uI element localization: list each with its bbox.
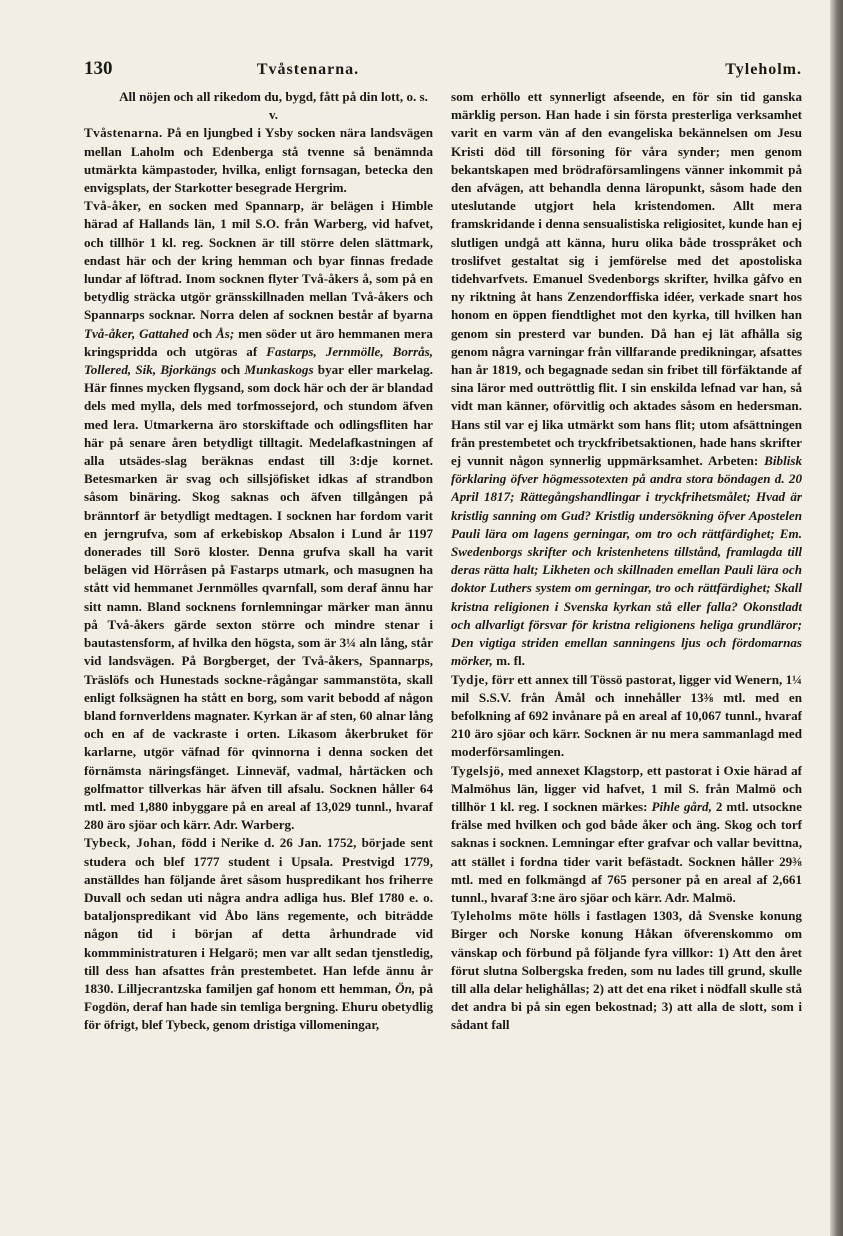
entry-text: byar eller markelag. Här finnes mycken flygsand, som dock här och der är blandad dels med mylla, dels med torfmossejord, och stundom äfven med lera. Utmarkerna äro storskiftade och odlingsfliten har här på senare åren betydligt tilltagit. Medelafkastningen af alla utsädes-slag beräknas endast till 3:dje kornet. Betesmarken är svag och sillsjöfisket idkas af strandbon såsom binäring. Skog saknas och äfven tillgången på bränntorf är betydligt medtagen. I socknen har fordom varit en jerngrufva, som af erkebiskop Absalon i Lund år 1197 donerades till Sorö kloster. Denna grufva skall ha varit belägen vid Hörråsen på Fastarps utmark, och masugnen ha stått vid hemmanet Jernmölles qvarnfall, som deraf ännu har sitt namn. Bland socknens fornlemningar märker man ännu på Två-åkers gärde sexton större och mindre stenar i bautastensform, af hvilka den högsta, som är 3¼ aln lång, står vid landsvägen. På Borgberget, der Två-åkers, Spannarps, Träslöfs och Hunestads sockne-rågångar sammanstöta, skall enligt folksägnen ha stått en borg, som varit bebodd af någon bland fornverldens magnater. Kyrkan är af sten, 60 alnar lång och en af de vackraste i orten. Likasom åkerbruket för karlarne, utgör väfnad för qvinnorna i denna socken det förnämsta näringsfänget. Linneväf, vadmal, hårtäcken och golfmattor tillverkas här äfven till afsalu. Socknen håller 64 mtl. med 1,880 inbyggare på en areal af 13,029 tunnl., hvaraf 280 äro sjöar och kärr. Adr. Warberg. bbox=[84, 362, 433, 833]
entry-headword: Tybeck, Johan, bbox=[84, 835, 177, 851]
left-column bbox=[84, 88, 433, 1208]
italic-place-names: Ön, bbox=[395, 980, 416, 996]
page-number: 130 bbox=[84, 58, 113, 79]
entry-tvastenarna bbox=[84, 124, 433, 197]
entry-tyleholms-mote bbox=[451, 907, 802, 1034]
entry-text: På en ljungbed i Ysby socken nära landsvägen mellan Laholm och Edenberga stå tvenne så benämnda utmärkta kämpastoder, hvilka, enligt fornsagan, betecka den envigsplats, der Starkotter besegrade Hergrim. bbox=[84, 125, 433, 196]
entry-text: och bbox=[192, 325, 213, 341]
italic-place-names: Munkaskogs bbox=[244, 362, 314, 378]
entry-tygelsjo bbox=[451, 762, 802, 908]
poem-continuation: All nöjen och all rikedom du, bygd, fått på din lott, o. s. v. bbox=[119, 89, 428, 123]
italic-works-list: Biblisk förklaring öfver högmessotexten på andra stora böndagen d. 20 April 1817; Rättegångshandlingar i tryckfrihetsmålet; Hvad är kristlig sanning om Gud? Kristlig undersökning öfver Apostelen Pauli lära om lagens gerningar, om tro och rättfärdighet; Em. Swedenborgs skrifter och kristenhetens tillstånd, framlagda till deras rätta halt; Likheten och skillnaden emellan Pauli lära och doktor Luthers system om gerningar, tro och rättfärdighet; Skall kristna religionen i Svenska kyrkan stå eller falla? Okonstladt och allvarligt försvar för kristna religionens heliga grundläror; Den vigtiga striden emellan sanningens ljus och fördomarnas mörker, bbox=[451, 453, 802, 669]
entry-text: som erhöllo ett synnerligt afseende, en för sin tid ganska märklig person. Han hade i sin första presterliga verksamhet varit en varm vän af den evangeliska bekännelsen om Jesu Kristi död till försoning för våra synder; men genom bekantskapen med brödraförsamlingens vänner inkommit på den afvägen, att behandla denna läropunkt, såsom hade den uteslutande utgjort hela kristendomen. Allt mera framskridande i denna sensualistiska religiositet, kunde han ej slutligen undgå att känna, huru olika både trosspråket och troslifvet gestaltat sig i jemförelse med det apostoliska tidehvarfvets. Emanuel Svedenborgs skrifter, hvilka gåfvo en ny riktning åt hans Zenzendorffiska idéer, verkade snart hos honom en öppen fiendtlighet mot den kyrka, till hvilken han genom sin presterd var bunden. Då han ej lät afhålla sig genom några varningar från villfarande predikningar, afsattes han år 1819, och begagnade sedan sin fribet till förfäktande af sina läror med outtröttlig flit. I sin enskilda lefnad var han, så vidt man känner, oförvitlig och aktades såsom en hedersman. Hans stil var ej lika utmärkt som hans flit; utom afsättningen från prestembetet och tryckfribetsaktionen, hade hans skrifter ej vunnit någon synnerlig uppmärksamhet. Arbeten: bbox=[451, 89, 802, 469]
entry-headword: Två-åker, bbox=[84, 198, 142, 214]
entry-text: m. fl. bbox=[496, 653, 525, 669]
page-edge-shadow bbox=[830, 0, 843, 1236]
running-head-left: Tvåstenarna. bbox=[256, 61, 360, 78]
entry-text: en socken med Spannarp, är belägen i Himble härad af Hallands län, 1 mil S.O. från Warberg, vid hafvet, och tillhör 1 kl. reg. Socknen är till större delen slättmark, endast här och der kring hemman och byar finnas fredade lundar af löftrad. Inom socknen flyter Två-åkers å, som på en betydlig sträcka utgör gränsskillnaden mellan Två-åkers och Spannarps socknar. Norra delen af socknen består af byarna bbox=[84, 198, 433, 323]
running-head-right: Tyleholm. bbox=[725, 61, 802, 78]
italic-place-names: Ås; bbox=[216, 325, 235, 341]
entry-headword: Tydje, bbox=[451, 671, 489, 687]
entry-headword: Tygelsjö, bbox=[451, 762, 505, 778]
entry-text: hölls i fastlagen 1303, då Svenske konung Birger och Norske konung Håkan öfverenskommo om vänskap och förbund på följande fyra villkor: 1) Att den året förut slutna Solbergska freden, som nu lades till grund, skulle till alla delar helighållas; 2) att det ena riket i nödfall skulle stå det andra bi på sin egen bekostnad; 3) att alla de slott, som i sådant fall bbox=[451, 908, 802, 1033]
entry-text: med annexet Klagstorp, ett pastorat i Oxie härad af Malmöhus län, ligger vid hafvet, 1 mil S. från Malmö och tillhör 1 kl. reg. I socknen märkes: bbox=[451, 762, 802, 814]
entry-text: 2 mtl. utsockne frälse med hvilken och god både åker och äng. Skog och torf saknas i socknen. Lemningar efter grafvar och vallar bevittna, att stället i fordna tider varit befästadt. Socknen håller 29⅜ mtl. med en folkmängd af 765 personer på en areal af 2,661 tunnl., hvaraf 3:ne äro sjöar och kärr. Adr. Malmö. bbox=[451, 798, 802, 905]
entry-text: och bbox=[220, 362, 241, 378]
entry-tva-aker bbox=[84, 197, 433, 834]
entry-tybeck-continued bbox=[451, 88, 802, 671]
entry-headword: Tyleholms möte bbox=[451, 908, 548, 924]
entry-text: men söder ut äro hemmanen mera kringspridda och utgöras af bbox=[84, 325, 433, 359]
italic-place-names: Pihle gård, bbox=[651, 798, 712, 814]
entry-text: på Fogdön, deraf han hade sin temliga bergning. Ehuru obetydlig för öfrigt, blef Tybeck, genom dristiga villomeningar, bbox=[84, 980, 433, 1033]
italic-place-names: Fastarps, Jernmölle, Borrås, Tollered, Sik, Bjorkängs bbox=[84, 343, 433, 378]
entry-tybeck bbox=[84, 834, 433, 1034]
entry-headword: Tvåstenarna. bbox=[84, 125, 163, 141]
page-header bbox=[84, 58, 802, 84]
entry-tydje bbox=[451, 671, 802, 762]
entry-text: förr ett annex till Tössö pastorat, ligger vid Wenern, 1¼ mil S.S.V. från Åmål och innehåller 13⅜ mtl. med en befolkning af 692 invånare på en areal af 10,067 tunnl., hvaraf 210 äro sjöar och kärr. Socknen är nu mera sammanlagd med moderförsamlingen. bbox=[451, 671, 802, 760]
right-column bbox=[451, 88, 802, 1208]
entry-text: född i Nerike d. 26 Jan. 1752, började sent studera och blef 1777 student i Upsala. Prestvigd 1779, anställdes han följande året såsom huspredikant hos friherre Duvall och sedan uti några andra adliga hus. Blef 1780 e. o. bataljonspredikant vid Åbo läns regemente, och biträdde någon tid i början af detta århundrade vid kommministraturen i Helgarö; men var allt sedan tjenstledig, till dess han afsattes från prestembetet. Han lefde ännu år 1830. Lilljecrantzska familjen gaf honom ett hemman, bbox=[84, 835, 433, 996]
italic-place-names: Två-åker, Gattahed bbox=[84, 325, 189, 341]
